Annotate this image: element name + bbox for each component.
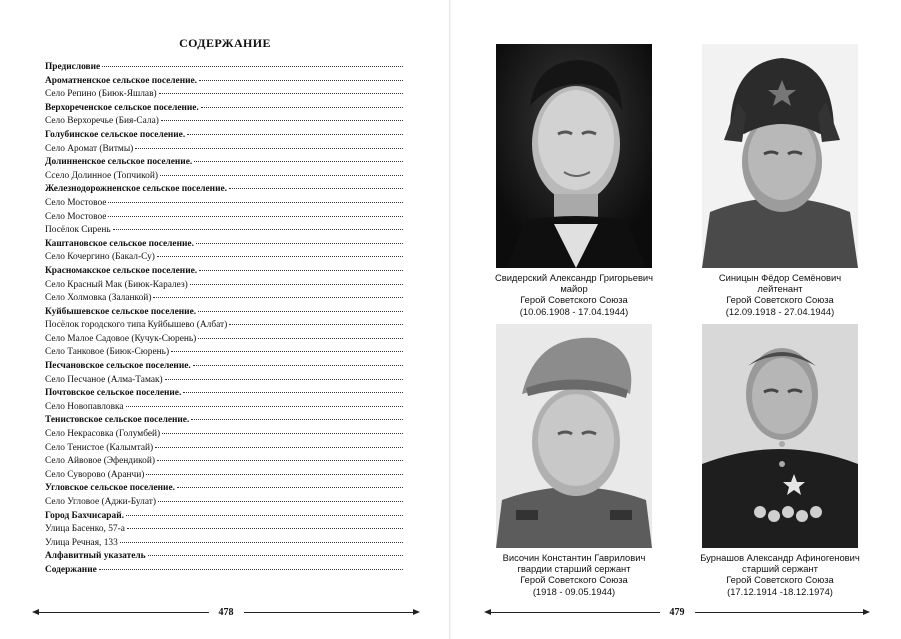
toc-entry xyxy=(45,75,403,89)
toc-entry-text: Село Аромат (Витмы) xyxy=(45,143,134,154)
toc-entry-text: Алфавитный указатель xyxy=(45,551,146,562)
page-number-left: 478 xyxy=(218,606,234,618)
toc-entry-text: Песчановское сельское поселение. xyxy=(45,361,191,372)
toc-dot-leader xyxy=(158,501,403,502)
toc-entry xyxy=(45,265,403,279)
toc-entry xyxy=(45,197,403,211)
toc-entry-text: Ссело Долинное (Топчикой) xyxy=(45,170,158,181)
toc-entry xyxy=(45,482,403,496)
toc-dot-leader xyxy=(159,93,403,94)
toc-entry-text: Село Мостовое xyxy=(45,211,107,222)
toc-dot-leader xyxy=(108,216,403,217)
portrait-rank-3: гвардии старший сержант xyxy=(517,563,631,575)
toc-entry xyxy=(45,523,403,537)
toc-entry-text: Село Айвовое (Эфендикой) xyxy=(45,456,155,467)
portrait-photo-4 xyxy=(702,324,858,548)
toc-entry-text: Долинненское сельское поселение. xyxy=(45,157,193,168)
toc-entry-text: Почтовское сельское поселение. xyxy=(45,388,182,399)
toc-dot-leader xyxy=(199,270,403,271)
toc-entry-text: Улица Басенко, 57-а xyxy=(45,524,125,535)
toc-entry-text: Содержание xyxy=(45,564,97,575)
toc-entry xyxy=(45,387,403,401)
toc-entry-text: Посёлок Сирень xyxy=(45,225,111,236)
toc-entry xyxy=(45,469,403,483)
toc-dot-leader xyxy=(148,555,403,556)
toc-entry-text: Ароматненское сельское поселение. xyxy=(45,75,197,86)
toc-entry xyxy=(45,360,403,374)
toc-dot-leader xyxy=(99,569,403,570)
page-number-right: 479 xyxy=(669,606,685,618)
toc-entry xyxy=(45,211,403,225)
toc-dot-leader xyxy=(198,311,403,312)
portrait-card-3 xyxy=(494,324,654,597)
portrait-name-2: Синицын Фёдор Семёнович xyxy=(718,272,842,283)
toc-dot-leader xyxy=(183,392,403,393)
toc-dot-leader xyxy=(229,324,403,325)
toc-entry-text: Посёлок городского типа Куйбышево (Албат) xyxy=(45,320,228,331)
toc-dot-leader xyxy=(165,379,403,380)
toc-dot-leader xyxy=(171,351,403,352)
footer-rule-right xyxy=(695,612,865,613)
left-page xyxy=(0,0,450,639)
toc-entry-text: Село Мостовое xyxy=(45,197,107,208)
toc-dot-leader xyxy=(102,66,403,67)
toc-dot-leader xyxy=(191,419,403,420)
toc-dot-leader xyxy=(229,188,403,189)
portrait-caption-2 xyxy=(700,272,860,317)
toc-entry xyxy=(45,238,403,252)
toc-entry xyxy=(45,319,403,333)
toc-entry xyxy=(45,414,403,428)
left-page-footer xyxy=(38,605,414,619)
toc-entry xyxy=(45,279,403,293)
toc-entry-text: Село Новопавловка xyxy=(45,401,124,412)
footer-rule-left xyxy=(38,612,209,613)
toc-dot-leader xyxy=(199,80,403,81)
toc-entry xyxy=(45,224,403,238)
portrait-card-2 xyxy=(700,44,860,317)
toc-dot-leader xyxy=(160,175,403,176)
portrait-image-1 xyxy=(496,44,652,268)
toc-entry-text: Село Некрасовка (Голумбей) xyxy=(45,429,161,440)
toc-dot-leader xyxy=(161,120,403,121)
toc-entry xyxy=(45,346,403,360)
toc-dot-leader xyxy=(135,148,403,149)
toc-dot-leader xyxy=(146,474,403,475)
toc-dot-leader xyxy=(113,229,403,230)
toc-entry-text: Голубинское сельское поселение. xyxy=(45,129,186,140)
toc-entry xyxy=(45,129,403,143)
toc-entry xyxy=(45,292,403,306)
toc-entry-text: Каштановское сельское поселение. xyxy=(45,238,194,249)
toc-entry xyxy=(45,170,403,184)
portrait-rank-2: лейтенант xyxy=(757,283,803,295)
toc-entry-text: Село Малое Садовое (Кучук-Сюрень) xyxy=(45,333,197,344)
toc-entry-text: Село Песчаное (Алма-Тамак) xyxy=(45,374,163,385)
toc-entry-text: Верхореченское сельское поселение. xyxy=(45,102,199,113)
portrait-name-3: Височин Константин Гаврилович xyxy=(502,552,646,563)
toc-entry xyxy=(45,251,403,265)
toc-entry-text: Предисловие xyxy=(45,62,101,72)
toc-entry xyxy=(45,306,403,320)
portrait-dates-2: (12.09.1918 - 27.04.1944) xyxy=(725,305,835,317)
toc-entry-text: Село Тенистое (Калымтай) xyxy=(45,442,154,453)
toc-entry xyxy=(45,102,403,116)
portrait-caption-3 xyxy=(494,552,654,597)
toc-dot-leader xyxy=(177,487,403,488)
footer-rule-left xyxy=(490,612,660,613)
toc-entry xyxy=(45,442,403,456)
toc-entry xyxy=(45,550,403,564)
portrait-dates-4: (17.12.1914 -18.12.1974) xyxy=(727,585,833,597)
toc-entry-text: Село Угловое (Аджи-Булат) xyxy=(45,497,156,507)
toc-dot-leader xyxy=(194,161,403,162)
portrait-name-1: Свидерский Александр Григорьевич xyxy=(494,272,654,283)
toc-entry-text: Железнодорожненское сельское поселение. xyxy=(45,184,227,195)
right-page-footer xyxy=(490,605,864,619)
toc-dot-leader xyxy=(162,433,403,434)
toc-entry xyxy=(45,537,403,551)
portrait-title-1: Герой Советского Союза xyxy=(520,294,628,306)
toc-entry-text: Село Суворово (Аранчи) xyxy=(45,469,145,480)
toc-dot-leader xyxy=(108,202,403,203)
toc-entry-text: Село Танковое (Биюк-Сюрень) xyxy=(45,347,170,358)
toc-entry xyxy=(45,564,403,578)
toc-dot-leader xyxy=(198,338,403,339)
portrait-photo-3 xyxy=(496,324,652,548)
toc-dot-leader xyxy=(187,134,403,135)
portrait-title-4: Герой Советского Союза xyxy=(726,574,834,586)
toc-entry-text: Село Красный Мак (Биюк-Каралез) xyxy=(45,279,188,290)
portrait-image-2 xyxy=(702,44,858,268)
toc-entry-text: Куйбышевское сельское поселение. xyxy=(45,306,197,317)
portrait-photo-1 xyxy=(496,44,652,268)
toc-entry-text: Село Кочергино (Бакал-Су) xyxy=(45,252,155,263)
toc-title: СОДЕРЖАНИЕ xyxy=(179,36,271,50)
toc-entry xyxy=(45,374,403,388)
toc-dot-leader xyxy=(196,243,403,244)
toc-entry xyxy=(45,115,403,129)
portrait-card-1 xyxy=(494,44,654,317)
portrait-image-4 xyxy=(702,324,858,548)
toc-entry xyxy=(45,333,403,347)
toc-entry xyxy=(45,428,403,442)
toc-entry-text: Улица Речная, 133 xyxy=(45,537,118,548)
toc-dot-leader xyxy=(157,460,403,461)
table-of-contents xyxy=(45,61,403,578)
portrait-title-3: Герой Советского Союза xyxy=(520,574,628,586)
portrait-caption-1 xyxy=(494,272,654,317)
toc-dot-leader xyxy=(193,365,403,366)
portrait-dates-1: (10.06.1908 - 17.04.1944) xyxy=(519,305,629,317)
toc-entry-text: Село Холмовка (Заланкой) xyxy=(45,293,152,304)
portrait-caption-4 xyxy=(700,552,860,597)
portrait-dates-3: (1918 - 09.05.1944) xyxy=(532,585,616,597)
portrait-name-4: Бурнашов Александр Афиногенович xyxy=(700,552,860,563)
toc-dot-leader xyxy=(201,107,403,108)
portrait-rank-4: старший сержант xyxy=(742,563,818,575)
toc-entry xyxy=(45,88,403,102)
toc-entry-text: Красномакское сельское поселение. xyxy=(45,265,198,276)
toc-dot-leader xyxy=(126,406,403,407)
toc-dot-leader xyxy=(153,297,403,298)
portrait-title-2: Герой Советского Союза xyxy=(726,294,834,306)
toc-entry xyxy=(45,401,403,415)
toc-entry-text: Село Верхоречье (Бия-Сала) xyxy=(45,116,159,127)
toc-dot-leader xyxy=(155,447,403,448)
footer-rule-right xyxy=(244,612,415,613)
portrait-image-3 xyxy=(496,324,652,548)
toc-dot-leader xyxy=(190,284,403,285)
toc-entry xyxy=(45,183,403,197)
toc-entry-text: Угловское сельское поселение. xyxy=(45,483,175,494)
portrait-photo-2 xyxy=(702,44,858,268)
toc-entry xyxy=(45,455,403,469)
toc-dot-leader xyxy=(126,515,403,516)
portrait-card-4 xyxy=(700,324,860,597)
toc-dot-leader xyxy=(120,542,403,543)
toc-entry-text: Село Репино (Биюк-Яшлав) xyxy=(45,89,157,100)
toc-entry-text: Тенистовское сельское поселение. xyxy=(45,415,190,426)
toc-dot-leader xyxy=(157,256,403,257)
toc-entry xyxy=(45,510,403,524)
toc-entry xyxy=(45,61,403,75)
toc-entry xyxy=(45,156,403,170)
toc-entry xyxy=(45,143,403,157)
toc-entry xyxy=(45,496,403,510)
toc-entry-text: Город Бахчисарай. xyxy=(45,510,124,521)
portrait-rank-1: майор xyxy=(560,283,588,295)
toc-dot-leader xyxy=(127,528,403,529)
